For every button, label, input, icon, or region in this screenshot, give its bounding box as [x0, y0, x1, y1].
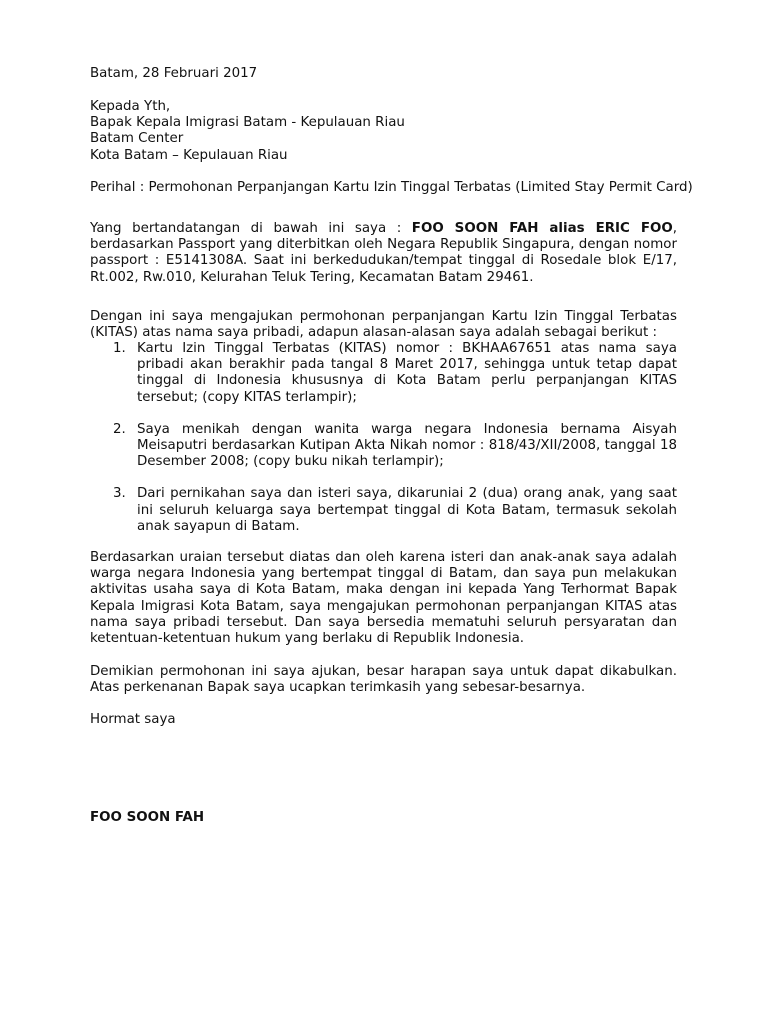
request-intro: Dengan ini saya mengajukan permohonan perpanjangan Kartu Izin Tinggal Terbatas (KITAS) atas nama saya pribadi, adapun alasan-alasan saya adalah sebagai berikut :	[90, 309, 677, 341]
item-number: 3.	[113, 486, 126, 502]
intro-paragraph	[90, 221, 677, 286]
reasons-list	[90, 341, 677, 535]
signatory-name: FOO SOON FAH	[90, 810, 205, 825]
subject-line: Perihal : Permohonan Perpanjangan Kartu Izin Tinggal Terbatas (Limited Stay Permit Card)	[90, 180, 693, 195]
salutation: Hormat saya	[90, 712, 176, 727]
list-item	[90, 486, 677, 535]
addressee-line: Bapak Kepala Imigrasi Batam - Kepulauan Riau	[90, 115, 405, 131]
list-item	[90, 341, 677, 406]
applicant-name: FOO SOON FAH alias ERIC FOO	[411, 221, 673, 236]
item-text: Kartu Izin Tinggal Terbatas (KITAS) nomor : BKHAA67651 atas nama saya pribadi akan berakhir pada tangal 8 Maret 2017, sehingga untuk tetap dapat tinggal di Indonesia khususnya di Kota Batam perlu perpanjangan KITAS tersebut; (copy KITAS terlampir);	[137, 341, 677, 405]
intro-after: , berdasarkan Passport yang diterbitkan oleh Negara Republik Singapura, dengan nomor passport : E5141308A. Saat ini berkedudukan/tempat tinggal di Rosedale blok E/17, Rt.002, Rw.010, Kelurahan Teluk Tering, Kecamatan Batam 29461.	[90, 221, 677, 285]
item-text: Saya menikah dengan wanita warga negara Indonesia bernama Aisyah Meisaputri berdasarkan Kutipan Akta Nikah nomor : 818/43/XII/2008, tanggal 18 Desember 2008; (copy buku nikah terlampir);	[137, 421, 677, 470]
closing-paragraph: Demikian permohonan ini saya ajukan, besar harapan saya untuk dapat dikabulkan. Atas perkenanan Bapak saya ucapkan terimkasih yang sebesar-besarnya.	[90, 664, 677, 696]
intro-before: Yang bertandatangan di bawah ini saya :	[90, 221, 412, 236]
place-date: Batam, 28 Februari 2017	[90, 66, 258, 81]
item-number: 1.	[113, 341, 126, 356]
addressee-line: Batam Center	[90, 131, 184, 147]
item-text: Dari pernikahan saya dan isteri saya, dikaruniai 2 (dua) orang anak, yang saat ini seluruh keluarga saya bertempat tinggal di Kota Batam, termasuk sekolah anak sayapun di Batam.	[137, 486, 677, 534]
list-item	[90, 422, 677, 471]
basis-paragraph: Berdasarkan uraian tersebut diatas dan oleh karena isteri dan anak-anak saya adalah warga negara Indonesia yang bertempat tinggal di Batam, dan saya pun melakukan aktivitas usaha saya di Kota Batam, maka dengan ini kepada Yang Terhormat Bapak Kepala Imigrasi Kota Batam, saya mengajukan permohonan perpanjangan KITAS atas nama saya pribadi tersebut. Dan saya bersedia mematuhi seluruh persyaratan dan ketentuan-ketentuan hukum yang berlaku di Republik Indonesia.	[90, 550, 677, 647]
addressee-line: Kepada Yth,	[90, 99, 171, 114]
addressee-block	[90, 99, 677, 164]
item-number: 2.	[113, 421, 126, 437]
addressee-line: Kota Batam – Kepulauan Riau	[90, 147, 288, 163]
